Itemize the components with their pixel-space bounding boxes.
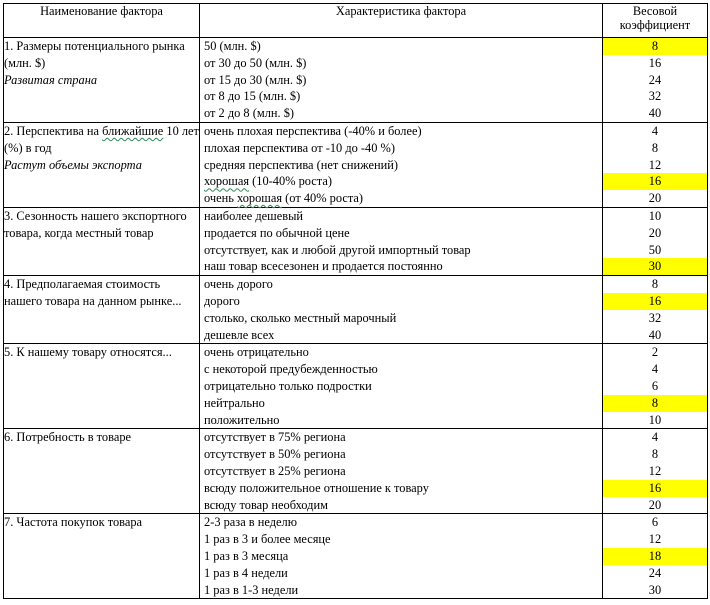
spellcheck-underline: хорошая <box>237 191 283 206</box>
factor-weights-cell <box>603 122 708 207</box>
characteristic-option: дорого <box>204 293 240 308</box>
characteristic-option: плохая перспектива от -10 до -40 %) <box>204 140 395 155</box>
characteristic-option: от 30 до 50 (млн. $) <box>204 55 307 70</box>
characteristic-option: средняя перспектива (нет снижений) <box>204 157 399 172</box>
characteristic-option: очень хорошая (от 40% роста) <box>204 191 364 206</box>
factor-name: 1. Размеры потенциального рынка (млн. $) <box>4 39 185 70</box>
characteristic-option: 50 (млн. $) <box>204 39 261 53</box>
factor-note: Развитая страна <box>4 73 98 87</box>
characteristic-option: очень дорого <box>204 277 273 292</box>
factor-name: 7. Частота покупок товара <box>4 515 143 530</box>
selected-weight-value: 8 <box>603 395 707 412</box>
factor-weights-cell <box>603 38 708 123</box>
factor-characteristics-cell <box>200 122 603 207</box>
factor-row <box>4 276 708 344</box>
characteristic-option: отсутствует в 75% региона <box>204 430 346 445</box>
characteristic-option: отсутствует в 25% региона <box>204 463 346 478</box>
factor-weights-cell <box>603 276 708 344</box>
weight-value: 8 <box>651 140 659 155</box>
weight-value: 2 <box>651 345 659 360</box>
selected-weight-value: 30 <box>603 258 707 275</box>
document-page <box>3 3 707 601</box>
weight-value: 6 <box>651 378 659 393</box>
weight-value: 10 <box>648 208 662 223</box>
factor-characteristics-cell <box>200 207 603 275</box>
weight-value: 10 <box>648 412 662 427</box>
factor-name: 3. Сезонность нашего экспортного товара, когда местный товар <box>4 208 187 240</box>
characteristic-option: нейтрально <box>204 395 265 410</box>
characteristic-option: наш товар всесезонен и продается постоянно <box>204 259 443 274</box>
factor-rows <box>4 38 708 599</box>
factor-row <box>4 38 708 123</box>
factor-name: 2. Перспектива на ближайшие 10 лет (%) в год <box>4 123 199 155</box>
selected-weight-value: 8 <box>603 38 707 55</box>
factor-name-cell <box>4 276 200 344</box>
weight-value: 40 <box>648 327 662 342</box>
weight-value: 4 <box>651 123 659 138</box>
characteristic-option: отсутствует, как и любой другой импортный товар <box>204 242 471 257</box>
header-weight-coefficient: Весовой коэффициент <box>603 4 708 38</box>
characteristic-option: наиболее дешевый <box>204 208 304 223</box>
weight-value: 16 <box>648 55 662 70</box>
factor-characteristics-cell <box>200 514 603 599</box>
weight-value: 8 <box>651 447 659 462</box>
selected-weight-value: 16 <box>603 173 707 190</box>
weight-value: 12 <box>648 157 662 172</box>
factor-weights-cell <box>603 514 708 599</box>
factor-weights-cell <box>603 429 708 514</box>
characteristic-option: 1 раз в 3 и более месяце <box>204 532 331 547</box>
selected-weight-value: 18 <box>603 548 707 565</box>
header-factor-name: Наименование фактора <box>4 4 200 38</box>
weight-value: 32 <box>648 310 662 325</box>
weight-value: 40 <box>648 106 662 121</box>
factor-characteristics-cell <box>200 344 603 429</box>
characteristic-option: с некоторой предубежденностью <box>204 362 378 377</box>
weight-value: 24 <box>648 72 662 87</box>
weight-value: 4 <box>651 362 659 377</box>
characteristic-option: продается по обычной цене <box>204 225 350 240</box>
factor-row <box>4 514 708 599</box>
characteristic-option: от 15 до 30 (млн. $) <box>204 72 307 87</box>
characteristic-option: 1 раз в 4 недели <box>204 565 288 580</box>
factor-name: 4. Предполагаемая стоимость нашего товара на данном рынке... <box>4 277 182 309</box>
factor-weights-cell <box>603 344 708 429</box>
factor-weights-table <box>3 3 708 599</box>
characteristic-option: от 8 до 15 (млн. $) <box>204 89 301 104</box>
factor-name-cell <box>4 514 200 599</box>
factor-characteristics-cell <box>200 276 603 344</box>
characteristic-option: 1 раз в 1-3 недели <box>204 582 299 597</box>
weight-value: 30 <box>648 582 662 597</box>
weight-value: 20 <box>648 497 662 512</box>
characteristic-option: всюду товар необходим <box>204 497 328 512</box>
spellcheck-underline: ближайшие <box>102 123 164 138</box>
weight-value: 6 <box>651 515 659 530</box>
weight-value: 24 <box>648 565 662 580</box>
characteristic-option: очень плохая перспектива (-40% и более) <box>204 123 422 138</box>
characteristic-option: всюду положительное отношение к товару <box>204 480 429 495</box>
factor-name: 5. К нашему товару относятся... <box>4 345 172 360</box>
selected-weight-value: 16 <box>603 480 707 497</box>
characteristic-option: 2-3 раза в неделю <box>204 515 297 530</box>
characteristic-option: положительно <box>204 412 280 427</box>
factor-name-cell <box>4 122 200 207</box>
weight-value: 50 <box>648 242 662 257</box>
characteristic-option: отсутствует в 50% региона <box>204 447 346 462</box>
weight-value: 20 <box>648 225 662 240</box>
factor-name-cell <box>4 429 200 514</box>
factor-note: Растут объемы экспорта <box>4 157 142 172</box>
factor-weights-cell <box>603 207 708 275</box>
factor-row <box>4 344 708 429</box>
factor-name-cell <box>4 207 200 275</box>
selected-weight-value: 16 <box>603 293 707 310</box>
factor-name-cell <box>4 38 200 123</box>
header-row <box>4 4 708 38</box>
characteristic-option: очень отрицательно <box>204 345 309 360</box>
weight-value: 8 <box>651 277 659 292</box>
header-factor-characteristic: Характеристика фактора <box>200 4 603 38</box>
factor-row <box>4 429 708 514</box>
weight-value: 20 <box>648 191 662 206</box>
weight-value: 12 <box>648 463 662 478</box>
factor-row <box>4 207 708 275</box>
characteristic-option: дешевле всех <box>204 327 275 342</box>
factor-name: 6. Потребность в товаре <box>4 430 132 445</box>
characteristic-option: 1 раз в 3 месяца <box>204 548 289 563</box>
factor-name-cell <box>4 344 200 429</box>
weight-value: 4 <box>651 430 659 445</box>
factor-characteristics-cell <box>200 38 603 123</box>
weight-value: 32 <box>648 89 662 104</box>
spellcheck-underline: хорошая <box>204 174 250 189</box>
factor-row <box>4 122 708 207</box>
weight-value: 12 <box>648 532 662 547</box>
characteristic-option: отрицательно только подростки <box>204 378 372 393</box>
factor-characteristics-cell <box>200 429 603 514</box>
characteristic-option: столько, сколько местный марочный <box>204 310 397 325</box>
characteristic-option: от 2 до 8 (млн. $) <box>204 106 295 121</box>
characteristic-option: хорошая (10-40% роста) <box>204 174 333 189</box>
